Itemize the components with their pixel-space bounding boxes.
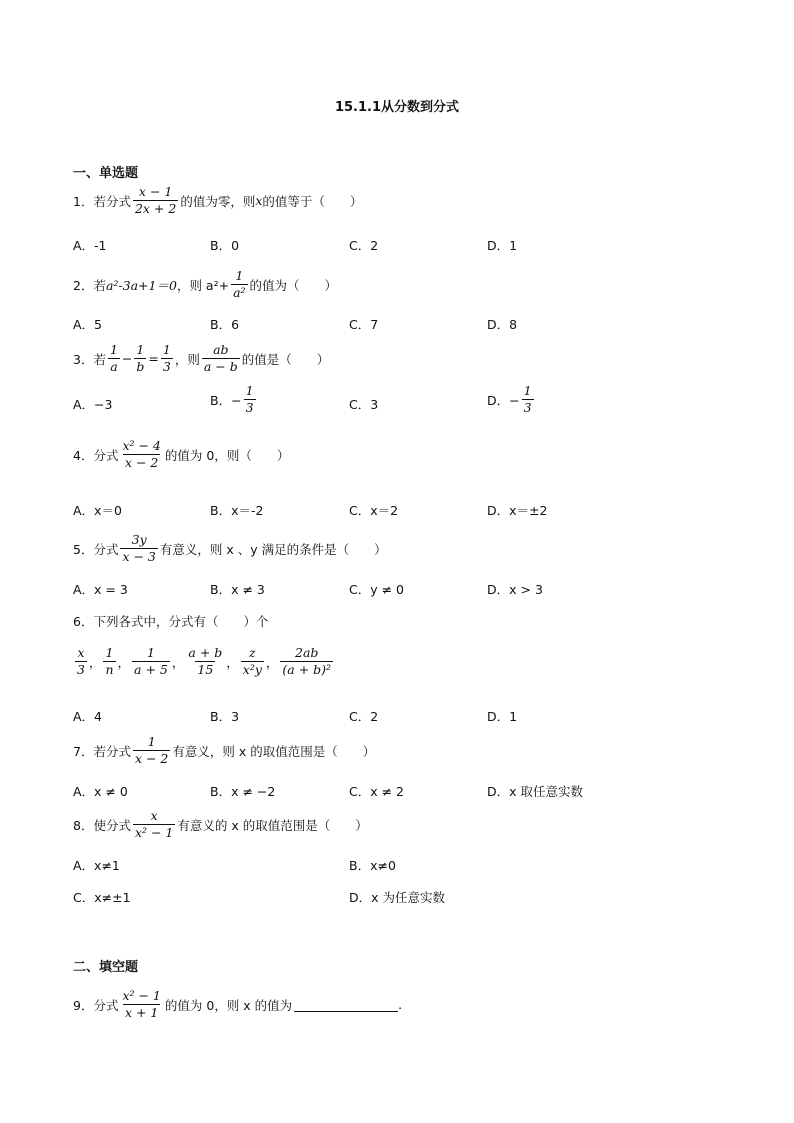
- q1-prefix: 1．若分式: [73, 193, 131, 209]
- question-5: 5．分式 $\frac{3y}{x - 3}$ 有意义，则 x 、y 满足的条件是（ ）: [73, 532, 387, 564]
- q7-fraction: $\frac{1}{x - 2}$: [134, 734, 169, 766]
- q3-fraction-3: $\frac{1}{3}$: [162, 342, 171, 374]
- q4-option-d[interactable]: D．x＝±2: [487, 503, 548, 518]
- question-9: 9．分式 $\frac{\text{x² − 1}}{x + 1}$ 的值为 0，则 x 的值为 .: [73, 988, 403, 1020]
- q6-option-b[interactable]: B．3: [210, 709, 240, 724]
- q1-text: 的值为零，则: [180, 193, 256, 209]
- q5-fraction: $\frac{3y}{x - 3}$: [122, 532, 156, 564]
- section-single-choice: 一、单选题: [73, 166, 139, 181]
- q4-option-c[interactable]: C．x＝2: [349, 503, 399, 518]
- question-7: 7．若分式 $\frac{1}{x - 2}$ 有意义，则 x 的取值范围是（ ）: [73, 734, 376, 766]
- question-1: [73, 184, 362, 217]
- q6-expr-1: $\frac{x}{3}$: [77, 645, 85, 677]
- q6-option-c[interactable]: C．2: [349, 709, 379, 724]
- question-6: 6．下列各式中，分式有（ ）个: [73, 614, 269, 629]
- q6-expr-3: $\frac{1}{a + 5}$: [134, 645, 168, 677]
- q5-option-b[interactable]: B．x ≠ 3: [210, 582, 265, 597]
- q8-fraction: $\frac{x}{\text{x² − 1}}$: [134, 808, 174, 840]
- q1-option-b[interactable]: B．0: [210, 238, 240, 253]
- q4-fraction: $\frac{\text{x² − 4}}{x - 2}$: [122, 438, 161, 470]
- q6-expr-4: $\frac{a + b}{15}$: [188, 645, 223, 677]
- q8-option-c[interactable]: C．x≠±1: [73, 890, 131, 905]
- q7-option-b[interactable]: B．x ≠ −2: [210, 784, 276, 799]
- q4-option-a[interactable]: A．x＝0: [73, 503, 122, 518]
- q3-option-d[interactable]: D．− $\frac{1}{3}$: [487, 383, 532, 415]
- q7-option-d[interactable]: D．x 取任意实数: [487, 784, 583, 799]
- q6-expressions: $\frac{x}{3}$ ， $\frac{1}{n}$ ， $\frac{1}{a + 5}$ ， $\frac{a + b}{15}$ ， $\frac{z}{\text{x²y}}$ ， $\frac{2ab}{\text{(a + b)²}}$: [77, 645, 332, 677]
- q1-tail: 的值等于（ ）: [262, 193, 363, 209]
- q2-option-c[interactable]: C．7: [349, 317, 379, 332]
- q3-option-b[interactable]: B．− $\frac{1}{3}$: [210, 383, 254, 415]
- q8-option-a[interactable]: A．x≠1: [73, 858, 120, 873]
- q6-expr-2: $\frac{1}{n}$: [105, 645, 114, 677]
- q7-option-c[interactable]: C．x ≠ 2: [349, 784, 404, 799]
- q5-option-a[interactable]: A．x = 3: [73, 582, 128, 597]
- question-2: 2．若 a²-3a+1＝0 ，则 a²+ $\frac{1}{\text{a²}}$ 的值为（ ）: [73, 268, 338, 300]
- q1-fraction: $\frac{x - 1}{2x + 2}$: [134, 184, 177, 216]
- question-8: 8．使分式 $\frac{x}{\text{x² − 1}}$ 有意义的 x 的取值范围是（ ）: [73, 808, 368, 840]
- q1-option-d[interactable]: D．1: [487, 238, 518, 253]
- q4-option-b[interactable]: B．x＝-2: [210, 503, 264, 518]
- page-title: 15.1.1从分数到分式: [334, 100, 460, 115]
- q1-option-c[interactable]: C．2: [349, 238, 379, 253]
- q2-option-b[interactable]: B．6: [210, 317, 240, 332]
- q2-option-d[interactable]: D．8: [487, 317, 518, 332]
- q8-option-b[interactable]: B．x≠0: [349, 858, 396, 873]
- q3-fraction-2: $\frac{1}{b}$: [136, 342, 145, 374]
- q3-option-a[interactable]: A．−3: [73, 397, 113, 412]
- q6-option-d[interactable]: D．1: [487, 709, 518, 724]
- q6-expr-6: $\frac{2ab}{\text{(a + b)²}}$: [282, 645, 332, 677]
- q5-option-c[interactable]: C．y ≠ 0: [349, 582, 404, 597]
- q9-answer-blank[interactable]: [294, 997, 398, 1012]
- q2-fraction: $\frac{1}{\text{a²}}$: [233, 268, 246, 300]
- q9-fraction: $\frac{\text{x² − 1}}{x + 1}$: [122, 988, 161, 1020]
- question-3: 3．若 $\frac{1}{a}$ − $\frac{1}{b}$ = $\frac{1}{3}$ ，则 $\frac{ab}{a - b}$ 的值是（ ）: [73, 342, 330, 374]
- q2-option-a[interactable]: A．5: [73, 317, 103, 332]
- q6-expr-5: $\frac{z}{\text{x²y}}$: [242, 645, 262, 677]
- q3-fraction-4: $\frac{ab}{a - b}$: [203, 342, 238, 374]
- q1-option-a[interactable]: A．-1: [73, 238, 107, 253]
- q5-option-d[interactable]: D．x > 3: [487, 582, 543, 597]
- q6-option-a[interactable]: A．4: [73, 709, 103, 724]
- section-fill-in: 二、填空题: [73, 960, 139, 975]
- q3-option-c[interactable]: C．3: [349, 397, 379, 412]
- q3-fraction-1: $\frac{1}{a}$: [109, 342, 118, 374]
- q1-var: x: [255, 193, 263, 208]
- q7-option-a[interactable]: A．x ≠ 0: [73, 784, 128, 799]
- question-4: 4．分式 $\frac{\text{x² − 4}}{x - 2}$ 的值为 0，则（ ）: [73, 438, 290, 470]
- q8-option-d[interactable]: D．x 为任意实数: [349, 890, 445, 905]
- q2-equation: a²-3a+1＝0: [105, 277, 177, 293]
